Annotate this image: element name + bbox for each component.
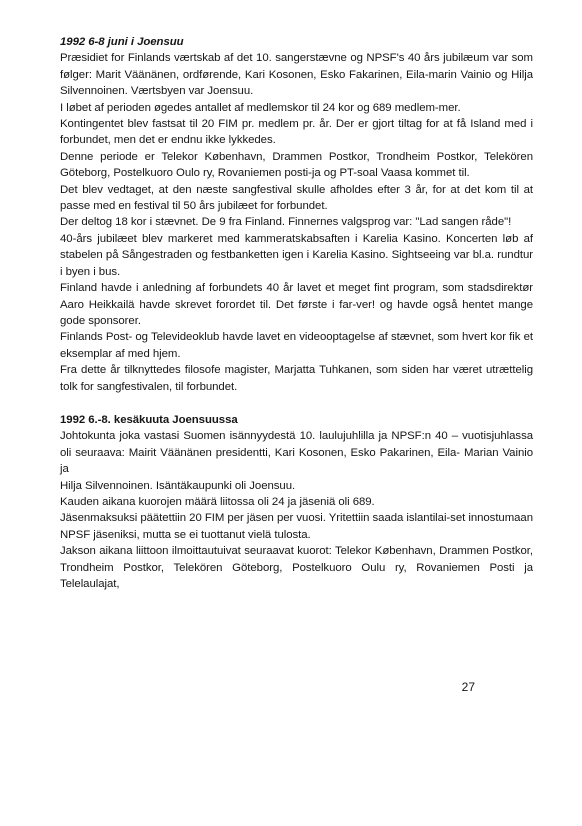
- paragraph: Kontingentet blev fastsat til 20 FIM pr. medlem pr. år. Der er gjort tiltag for at få Island med i forbundet, men det er endnu ikke lykkedes.: [60, 118, 533, 147]
- paragraph: NPSF jäseniksi, mutta se ei tuottanut vielä tulosta.: [60, 528, 311, 541]
- paragraph: Jakson aikana liittoon ilmoittautuivat seuraavat kuorot: Telekor København, Drammen Postkor, Trondheim Postkor, Telekören Göteborg, Postelkuoro Oulu ry, Rovaniemen Posti ja Telelaulajat,: [60, 545, 533, 590]
- section-heading-finnish: 1992 6.-8. kesäkuuta Joensuussa: [60, 413, 238, 426]
- paragraph: Kauden aikana kuorojen määrä liitossa oli 24 ja jäseniä oli 689.: [60, 495, 375, 508]
- page-content: [60, 34, 533, 592]
- paragraph: Hilja Silvennoinen. Isäntäkaupunki oli Joensuu.: [60, 479, 296, 492]
- paragraph: Fra dette år tilknyttedes filosofe magister, Marjatta Tuhkanen, som siden har været utrættelig tolk for sangfestivalen, til forbundet.: [60, 364, 533, 393]
- paragraph: 40-års jubilæet blev markeret med kammeratskabsaften i Karelia Kasino. Koncerten løb af stabelen på Sångestraden og festbanketten igen i Karelia Kasino. Sightseeing var bl.a. rundtur i byen i bus.: [60, 232, 533, 278]
- paragraph: Finland havde i anledning af forbundets 40 år lavet et meget fint program, som stadsdirektør Aaro Heikkailä havde skrevet forordet til. Det første i far-ver! og havde også hentet mange gode sponsorer.: [60, 282, 533, 327]
- paragraph: Finlands Post- og Televideoklub havde lavet en videooptagelse af stævnet, som hvert kor fik et eksemplar af med hjem.: [60, 331, 533, 360]
- paragraph: Det blev vedtaget, at den næste sangfestival skulle afholdes efter 3 år, for at det kom til at passe med en festival til 50 års jubilæet for forbundet.: [60, 183, 533, 213]
- section-heading-danish: 1992 6-8 juni i Joensuu: [60, 36, 184, 48]
- paragraph: I løbet af perioden øgedes antallet af medlemskor til 24 kor og 689 medlem-mer.: [60, 101, 461, 114]
- page-number: 27: [461, 680, 475, 694]
- paragraph: Denne periode er Telekor København, Drammen Postkor, Trondheim Postkor, Telekören Göteborg, Postelkuoro Oulo ry, Rovaniemen posti-ja og PT-soal Vaasa kommet til.: [60, 150, 533, 180]
- paragraph: Præsidiet for Finlands værtskab af det 10. sangerstævne og NPSF's 40 års jubilæum var som følger: Marit Väänänen, ordførende, Kari Kosonen, Esko Fakarinen, Eila-marin Vainio og Hilja Silvennoinen. Værtsbyen var Joensuu.: [60, 52, 533, 98]
- paragraph: Jäsenmaksuksi päätettiin 20 FIM per jäsen per vuosi. Yritettiin saada islantilai-set innostumaan: [60, 512, 534, 525]
- paragraph: Johtokunta joka vastasi Suomen isännyydestä 10. laulujuhlilla ja NPSF:n 40 – vuotisjuhlassa oli seuraava: Mairit Väänänen presidentti, Kari Kosonen, Esko Pakarinen, Eila- Marian Vainio ja: [60, 430, 533, 476]
- section-spacer: [60, 395, 533, 412]
- paragraph: Der deltog 18 kor i stævnet. De 9 fra Finland. Finnernes valgsprog var: "Lad sangen råde"!: [60, 216, 512, 229]
